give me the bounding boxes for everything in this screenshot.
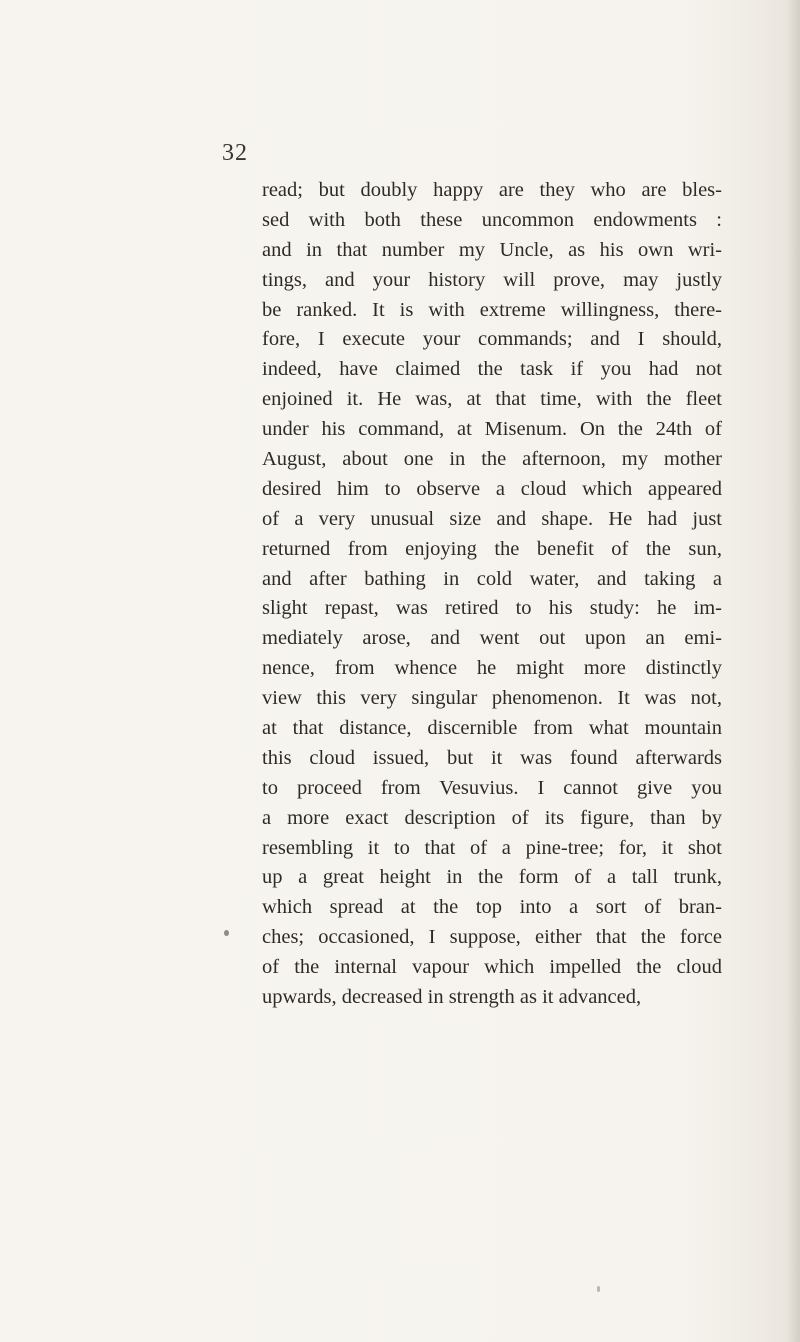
text-line: a more exact description of its figure, than by	[262, 806, 722, 829]
text-line: ches; occasioned, I suppose, either that the force	[262, 926, 722, 949]
text-line: read; but doubly happy are they who are bles-	[262, 179, 722, 201]
text-line: slight repast, was retired to his study: he im-	[262, 597, 722, 620]
text-line: and after bathing in cold water, and taking a	[262, 567, 722, 590]
text-line: nence, from whence he might more distinctly	[262, 657, 722, 680]
text-line: mediately arose, and went out upon an emi-	[262, 627, 722, 650]
body-text	[262, 176, 722, 1013]
paper-speck	[597, 1286, 600, 1292]
text-line: desired him to observe a cloud which appeared	[262, 477, 722, 500]
text-line: upwards, decreased in strength as it advanced,	[262, 986, 642, 1009]
text-line: under his command, at Misenum. On the 24th of	[262, 418, 722, 441]
paper-speck	[224, 930, 229, 936]
text-line: be ranked. It is with extreme willingness, there-	[262, 298, 722, 321]
page-edge-shadow	[786, 0, 800, 1342]
text-line: August, about one in the afternoon, my mother	[262, 448, 722, 471]
text-line: indeed, have claimed the task if you had not	[262, 358, 722, 381]
text-line: view this very singular phenomenon. It was not,	[262, 687, 722, 710]
text-line: this cloud issued, but it was found afterwards	[262, 746, 722, 769]
text-line: up a great height in the form of a tall trunk,	[262, 866, 722, 889]
text-line: to proceed from Vesuvius. I cannot give you	[262, 776, 722, 799]
text-line: of the internal vapour which impelled the cloud	[262, 956, 722, 979]
text-line: tings, and your history will prove, may justly	[262, 268, 722, 291]
text-line: sed with both these uncommon endowments :	[262, 208, 722, 231]
text-line: enjoined it. He was, at that time, with the fleet	[262, 388, 722, 411]
page-number: 32	[222, 140, 248, 166]
text-line: of a very unusual size and shape. He had just	[262, 507, 722, 530]
text-line: which spread at the top into a sort of bran-	[262, 896, 722, 919]
text-line: returned from enjoying the benefit of the sun,	[262, 537, 722, 560]
text-line: resembling it to that of a pine-tree; for, it shot	[262, 836, 722, 859]
text-line: at that distance, discernible from what mountain	[262, 717, 722, 740]
text-line: fore, I execute your commands; and I should,	[262, 328, 722, 351]
text-line: and in that number my Uncle, as his own wri-	[262, 238, 722, 261]
